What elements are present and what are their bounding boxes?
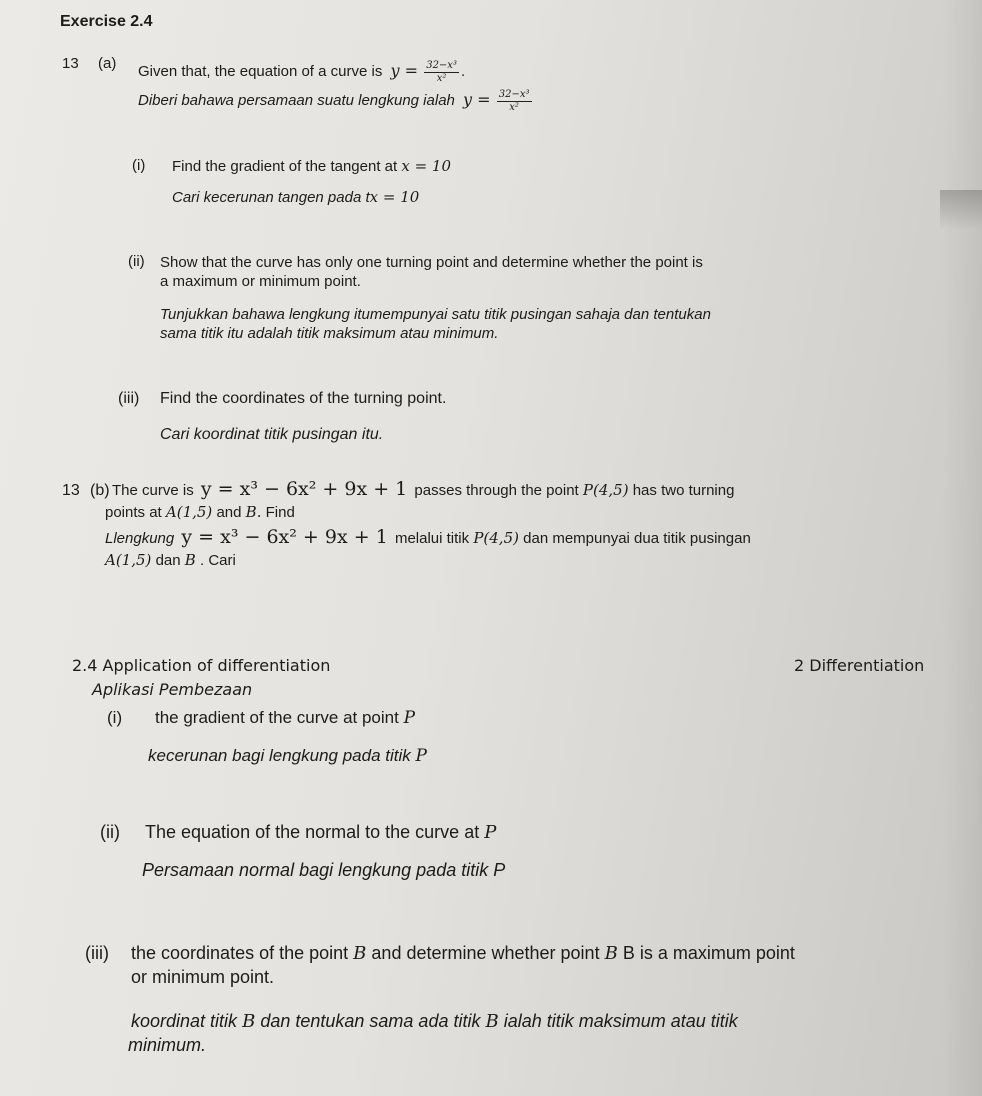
q13a-ii-en: Show that the curve has only one turning point and determine whether the point is a maximum or minimum point. — [160, 254, 703, 290]
q13a-intro-en: Given that, the equation of a curve is y = $\frac{\text{32−x³}}{\text{x²}}$ . — [138, 59, 466, 84]
q13a-label: (a) — [98, 55, 117, 72]
footer-left-ms: Aplikasi Pembezaan — [92, 680, 253, 699]
q13b-iii-ms-line1: koordinat titik B dan tentukan sama ada titik B ialah titik maksimum atau titik — [131, 1011, 738, 1032]
q13b-ii-ms: Persamaan normal bagi lengkung pada titik P — [142, 860, 506, 880]
q13b-label: (b) — [90, 482, 110, 499]
q13b-ii-label: (ii) — [100, 822, 120, 842]
q13a-i-ms: Cari kecerunan tangen pada tx = 10 — [172, 188, 420, 206]
q13a-iii-en: Find the coordinates of the turning point. — [160, 390, 447, 407]
q13a-ii-ms: Tunjukkan bahawa lengkung itumempunyai satu titik pusingan sahaja dan tentukan sama titik itu adalah titik maksimum atau minimum. — [160, 306, 711, 342]
q13a-fraction: $\frac{\text{32−x³}}{\text{x²}}$ — [426, 59, 457, 84]
footer-left-en: 2.4 Application of differentiation — [72, 656, 331, 675]
q13a-intro-ms: Diberi bahawa persamaan suatu lengkung ialah y = $\frac{\text{32−x³}}{\text{x²}}$ — [138, 88, 530, 113]
exercise-title: Exercise 2.4 — [60, 13, 153, 30]
q13a-ii-label: (ii) — [128, 253, 145, 270]
q13b-number: 13 — [62, 482, 80, 499]
q13b-en-line1: The curve is y = x³ − 6x² + 9x + 1 passes through the point P(4,5) has two turning — [112, 478, 735, 500]
q13a-number: 13 — [62, 55, 79, 72]
page-fold-shadow — [940, 190, 982, 230]
page-shadow — [942, 0, 982, 1096]
q13b-ii-en: The equation of the normal to the curve at P — [145, 822, 497, 843]
q13a-i-label: (i) — [132, 157, 146, 174]
q13b-i-label: (i) — [107, 708, 123, 727]
q13b-i-en: the gradient of the curve at point P — [155, 708, 416, 728]
q13b-en-line2: points at A(1,5) and B. Find — [105, 503, 295, 521]
q13b-iii-label: (iii) — [85, 943, 109, 963]
q13b-iii-ms-line2: minimum. — [128, 1035, 207, 1055]
q13b-iii-en-line2: or minimum point. — [131, 967, 275, 987]
q13a-iii-ms: Cari koordinat titik pusingan itu. — [160, 426, 384, 443]
footer-right: 2 Differentiation — [794, 656, 925, 675]
q13b-i-ms: kecerunan bagi lengkung pada titik P — [148, 746, 427, 766]
q13b-ms-line1: Llengkung y = x³ − 6x² + 9x + 1 melalui titik P(4,5) dan mempunyai dua titik pusingan — [105, 526, 751, 548]
q13b-ms-line2: A(1,5) dan B . Cari — [105, 551, 236, 569]
q13a-iii-label: (iii) — [118, 390, 140, 407]
q13a-i-en: Find the gradient of the tangent at x = 10 — [172, 157, 451, 175]
q13b-iii-en-line1: the coordinates of the point B and determine whether point B B is a maximum point — [131, 943, 795, 964]
q13b-equation: y = x³ − 6x² + 9x + 1 — [200, 478, 408, 500]
